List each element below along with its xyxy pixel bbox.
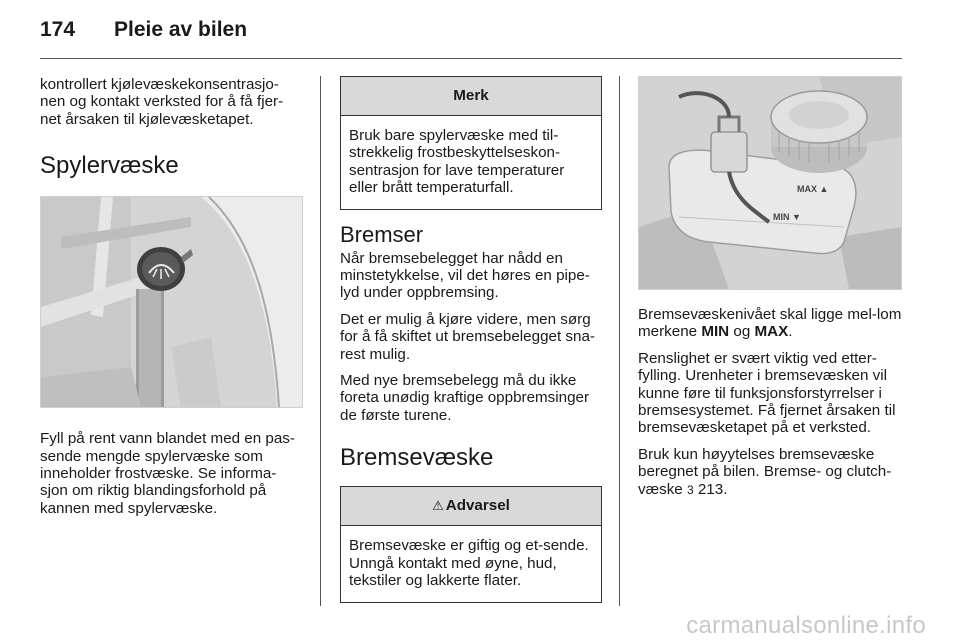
- washer-reservoir-illustration: [41, 197, 302, 407]
- watermark: carmanualsonline.info: [686, 612, 926, 639]
- fluid-type-start: Bruk kun høyytelses bremsevæske beregnet på bilen. Bremse- og clutch-væske: [638, 445, 892, 498]
- page-reference-icon: 3: [686, 482, 694, 497]
- brake-fluid-level-text: [638, 306, 902, 341]
- column-2: [340, 76, 602, 603]
- page-header: [40, 18, 247, 42]
- page-number: 174: [40, 18, 76, 41]
- warning-title: Advarsel: [445, 497, 510, 515]
- washer-fluid-heading: Spylervæske: [40, 152, 179, 180]
- washer-reservoir-figure: [40, 196, 303, 408]
- note-title: Merk: [341, 77, 601, 116]
- warning-icon: ⚠: [432, 498, 444, 514]
- warning-header: [341, 487, 601, 526]
- column-3: [638, 76, 902, 508]
- column-divider-1: [320, 76, 321, 606]
- brakes-paragraph-2: Det er mulig å kjøre videre, men sørg for å få skiftet ut bremsebelegget sna-rest mulig.: [340, 310, 595, 363]
- max-label: MAX: [754, 323, 789, 341]
- column-divider-2: [619, 76, 620, 606]
- header-rule: [40, 58, 902, 59]
- brakes-heading: Bremser: [340, 221, 424, 247]
- brakes-paragraph-1: Når bremsebelegget har nådd en minstetykkelse, vil det høres en pipe-lyd under oppbremsing.: [340, 249, 590, 302]
- column-1: [40, 76, 302, 526]
- level-text-end: .: [788, 323, 793, 341]
- washer-fluid-text: Fyll på rent vann blandet med en pas-sende mengde spylervæske som inneholder frostvæske. Se informa-sjon om riktig blandingsforhold på kannen med spylervæske.: [40, 430, 295, 517]
- page-title: Pleie av bilen: [114, 18, 248, 41]
- brake-fluid-heading: Bremsevæske: [340, 444, 494, 472]
- page-reference-link[interactable]: 213.: [693, 480, 728, 498]
- level-text-start: Bremsevæskenivået skal ligge mel-lom merkene: [638, 306, 902, 341]
- brake-fluid-reservoir-figure: [638, 76, 902, 290]
- warning-box: [340, 486, 602, 602]
- note-box: [340, 76, 602, 210]
- level-text-og: og: [729, 323, 755, 341]
- min-mark-label: MIN ▼: [773, 212, 801, 222]
- max-mark-label: MAX ▲: [797, 184, 829, 194]
- min-label: MIN: [701, 323, 730, 341]
- fluid-type-text: [638, 446, 902, 499]
- brake-reservoir-illustration: [639, 77, 901, 289]
- cleanliness-text: Renslighet er svært viktig ved etter-fylling. Urenheter i bremsevæsken vil kunne føre til funksjonsforstyrrelser i bremsesystemet. Få fjernet årsaken til bremsevæsketapet på et verksted.: [638, 349, 896, 437]
- brakes-paragraph-3: Med nye bremsebelegg må du ikke foreta unødig kraftige oppbremsinger de første turene.: [340, 372, 590, 424]
- coolant-continued-text: kontrollert kjølevæskekonsentrasjo-nen og kontakt verksted for å få fjer-net årsaken til kjølevæsketapet.: [40, 76, 284, 128]
- note-body: Bruk bare spylervæske med til-strekkelig frostbeskyttelseskon-sentrasjon for lave temperaturer eller brått temperaturfall.: [349, 127, 565, 197]
- warning-body: Bremsevæske er giftig og et-sende. Unngå kontakt med øyne, hud, tekstiler og lakkerte flater.: [349, 537, 589, 590]
